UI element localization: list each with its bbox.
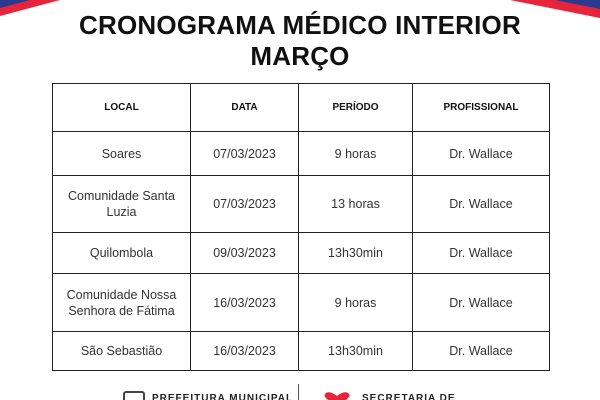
cell-data: 16/03/2023 (191, 274, 299, 332)
cell-profissional: Dr. Wallace (413, 176, 550, 233)
title-line-2: MARÇO (250, 41, 350, 71)
cell-periodo: 13h30min (299, 332, 413, 371)
cell-data: 07/03/2023 (191, 132, 299, 176)
corner-decoration-right-blue (555, 0, 600, 9)
cell-local: São Sebastião (53, 332, 191, 371)
cell-data: 07/03/2023 (191, 176, 299, 233)
table-header-row (53, 84, 550, 132)
schedule-table (52, 83, 550, 371)
title-line-1: CRONOGRAMA MÉDICO INTERIOR (79, 10, 521, 40)
header-periodo: PERÍODO (299, 84, 413, 132)
cell-profissional: Dr. Wallace (413, 233, 550, 274)
municipal-emblem-icon (123, 391, 145, 400)
table-row (53, 176, 550, 233)
cell-periodo: 13 horas (299, 176, 413, 233)
cell-local: Comunidade Santa Luzia (53, 176, 191, 233)
table-row (53, 274, 550, 332)
header-data: DATA (191, 84, 299, 132)
table-row (53, 233, 550, 274)
cell-profissional: Dr. Wallace (413, 132, 550, 176)
footer (0, 384, 600, 400)
cell-data: 16/03/2023 (191, 332, 299, 371)
cell-local: Comunidade Nossa Senhora de Fátima (53, 274, 191, 332)
header-profissional: PROFISSIONAL (413, 84, 550, 132)
secretaria-label: SECRETARIA DE (362, 393, 456, 400)
footer-divider (298, 384, 299, 400)
cell-profissional: Dr. Wallace (413, 332, 550, 371)
header-local: LOCAL (53, 84, 191, 132)
cell-local: Soares (53, 132, 191, 176)
cell-profissional: Dr. Wallace (413, 274, 550, 332)
table-row (53, 332, 550, 371)
corner-decoration-left-blue (0, 0, 30, 8)
prefeitura-label: PREFEITURA MUNICIPAL (152, 393, 294, 400)
cell-local: Quilombola (53, 233, 191, 274)
cell-data: 09/03/2023 (191, 233, 299, 274)
cell-periodo: 9 horas (299, 274, 413, 332)
table-row (53, 132, 550, 176)
cell-periodo: 9 horas (299, 132, 413, 176)
heart-icon (322, 392, 352, 400)
cell-periodo: 13h30min (299, 233, 413, 274)
page-title (0, 10, 600, 72)
